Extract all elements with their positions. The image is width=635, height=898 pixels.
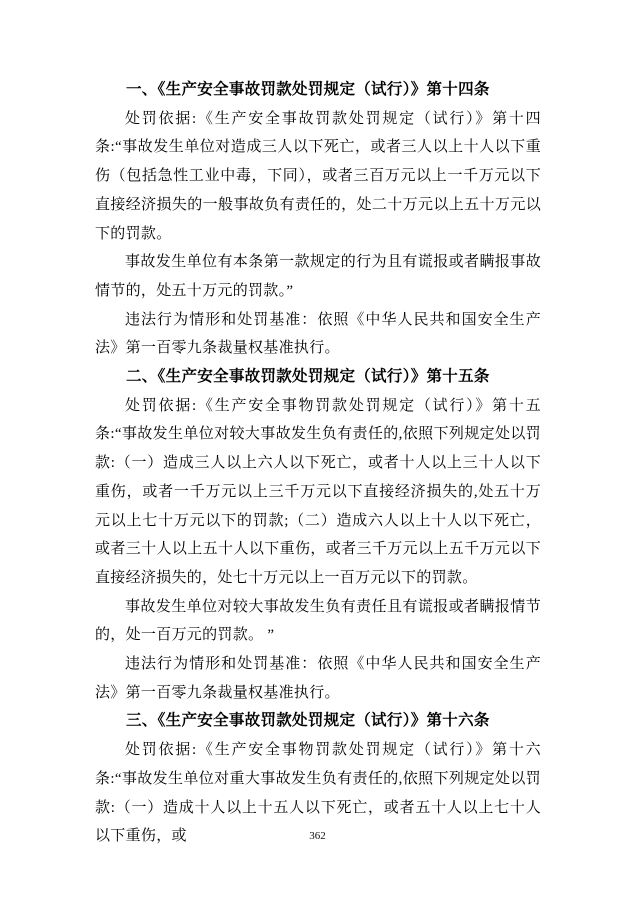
section-1-paragraph-2: 事故发生单位有本条第一款规定的行为且有谎报或者瞒报事故情节的，处五十万元的罚款。” [95,254,541,299]
section-3-paragraph-1: 处罚依据:《生产安全事物罚款处罚规定（试行）》第十六条:“事故发生单位对重大事故发生负有责任的,依照下列规定处以罚款:（一）造成十人以上十五人以下死亡，或者五十人以上七十人以下重伤，或 [95,742,541,845]
section-1-paragraph-3: 违法行为情形和处罚基准：依照《中华人民共和国安全生产法》第一百零九条裁量权基准执行。 [95,311,541,357]
section-2-heading: 二、《生产安全事故罚款处罚规定（试行）》第十五条 [126,368,490,386]
section-2-paragraph-3: 违法行为情形和处罚基准：依照《中华人民共和国安全生产法》第一百零九条裁量权基准执行。 [95,656,541,701]
section-2-paragraph-1: 处罚依据:《生产安全事物罚款处罚规定（试行）》第十五条:“事故发生单位对较大事故发生负有责任的,依照下列规定处以罚款:（一）造成三人以上六人以下死亡，或者十人以上三十人以下重伤，或者一千万元以上三千万元以下直接经济损失的,处五十万元以上七十万元以下的罚款;（二）造成六人以上十人以下死亡，或者三十人以上五十人以下重伤，或者三千万元以上五千万元以下直接经济损失的，处七十万元以上一百万元以下的罚款。 [95,397,541,586]
section-1-heading: 一、《生产安全事故罚款处罚规定（试行）》第十四条 [126,81,490,98]
section-2-paragraph-2: 事故发生单位对较大事故发生负有责任且有谎报或者瞒报情节的，处一百万元的罚款。 ” [95,598,541,644]
section-1-paragraph-1: 处罚依据:《生产安全事故罚款处罚规定（试行）》第十四条:“事故发生单位对造成三人以下死亡，或者三人以上十人以下重伤（包括急性工业中毒，下同），或者三百万元以上一千万元以下直接经济损失的一般事故负有责任的，处二十万元以上五十万元以下的罚款。 [95,110,541,242]
section-3-heading: 三、《生产安全事故罚款处罚规定（试行）》第十六条 [126,712,490,730]
document-content [95,76,541,851]
page-number: 362 [309,830,326,842]
